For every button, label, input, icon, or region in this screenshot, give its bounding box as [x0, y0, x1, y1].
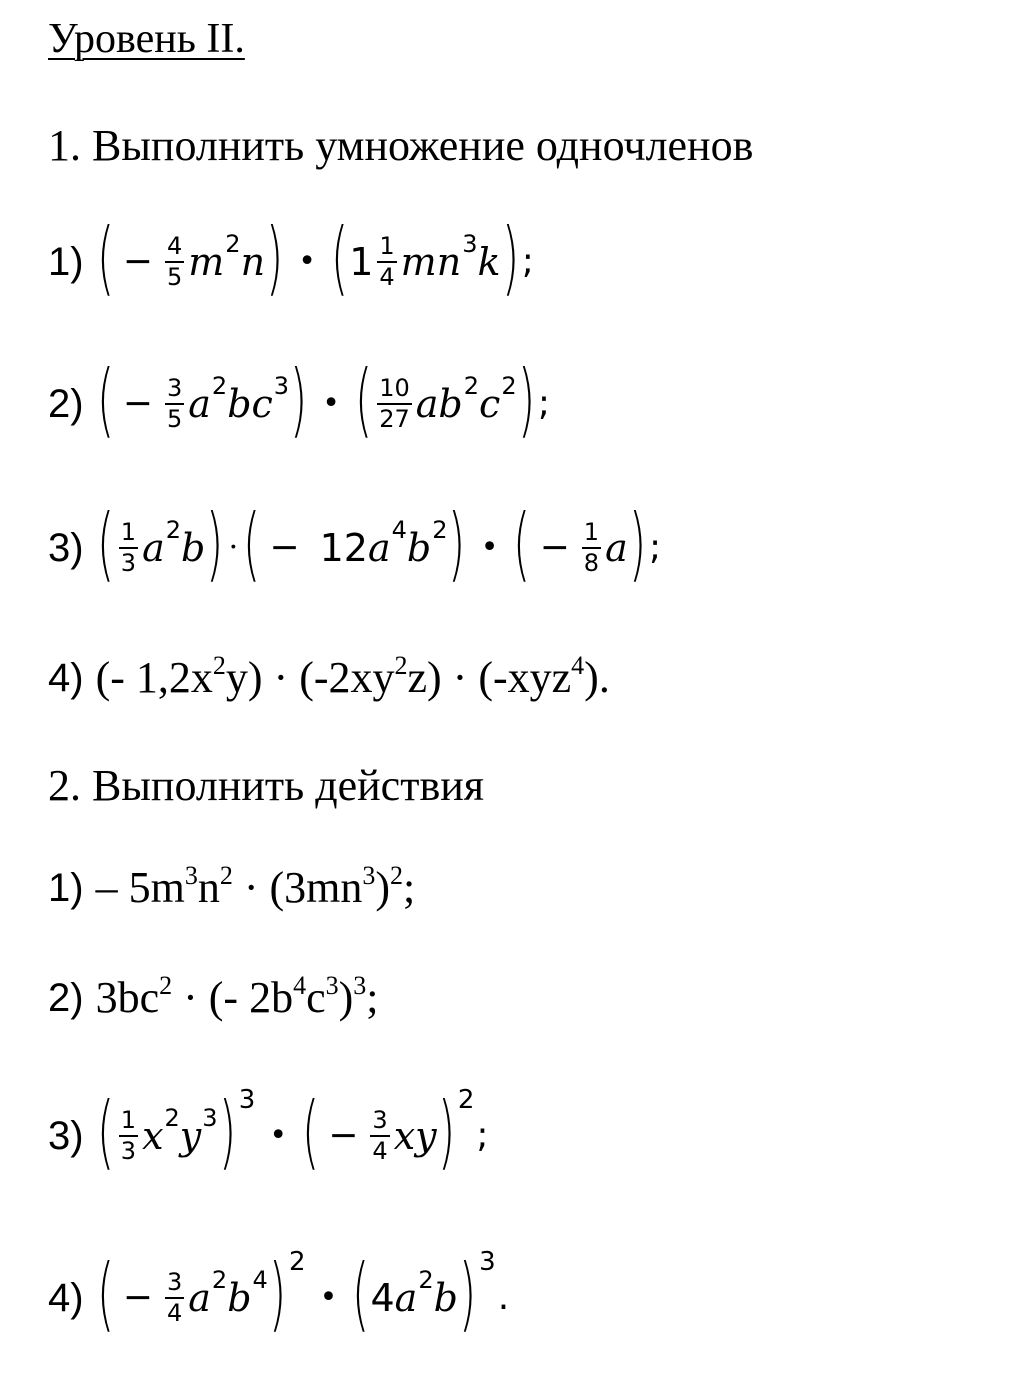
exercise-number: 2)	[48, 976, 84, 1020]
formula: ( − $\frac{3}{4}$ a 2 b 4 ) 2 • ( 4 a 2 b ) 3 .	[96, 1247, 510, 1340]
task-1-exercise-1	[48, 211, 534, 304]
formula: (- $1,2x^2y) \cdot (-2xy^2z) \cdot (-xyz^4)$.	[95, 650, 610, 702]
formula: ( $\frac{1}{3}$ a 2 b ) · ( − 12 a 4 b 2 ) • ( − $\frac{1}{8}$ a ) ;	[96, 497, 662, 590]
task-1-exercise-2	[48, 353, 550, 446]
exercise-number: 1)	[48, 866, 84, 910]
page-title: Уровень II.	[48, 16, 245, 62]
formula: – $5m^3n^2 \cdot (3mn^3)^2$;	[95, 860, 416, 912]
task-2-title: 2. Выполнить действия	[48, 761, 485, 810]
task-1-title: 1. Выполнить умножение одночленов	[48, 121, 754, 170]
exercise-number: 4)	[48, 656, 84, 700]
formula: ( − $\frac{3}{5}$ a 2 bc 3 ) • ( $\frac{10}{27}$ ab 2 c 2 ) ;	[96, 353, 550, 446]
exercise-number: 2)	[48, 382, 84, 426]
task-1-exercise-3	[48, 497, 662, 590]
task-2-exercise-2	[48, 970, 379, 1022]
task-2-exercise-3	[48, 1085, 489, 1178]
exercise-number: 3)	[48, 1114, 84, 1158]
formula: ( $\frac{1}{3}$ x 2 y 3 ) 3 • ( − $\frac{3}{4}$ xy ) 2 ;	[96, 1085, 489, 1178]
exercise-number: 1)	[48, 240, 84, 284]
exercise-number: 3)	[48, 526, 84, 570]
formula: ( − $\frac{4}{5}$ m 2 n ) • ( 1 $\frac{1}{4}$ mn 3 k ) ;	[96, 211, 534, 304]
formula: $3bc^2$ · (- $2b^4c^3)^3$;	[95, 970, 379, 1022]
task-2-exercise-4	[48, 1247, 510, 1340]
task-2-exercise-1	[48, 860, 416, 912]
exercise-number: 4)	[48, 1276, 84, 1320]
task-1-exercise-4	[48, 650, 610, 702]
